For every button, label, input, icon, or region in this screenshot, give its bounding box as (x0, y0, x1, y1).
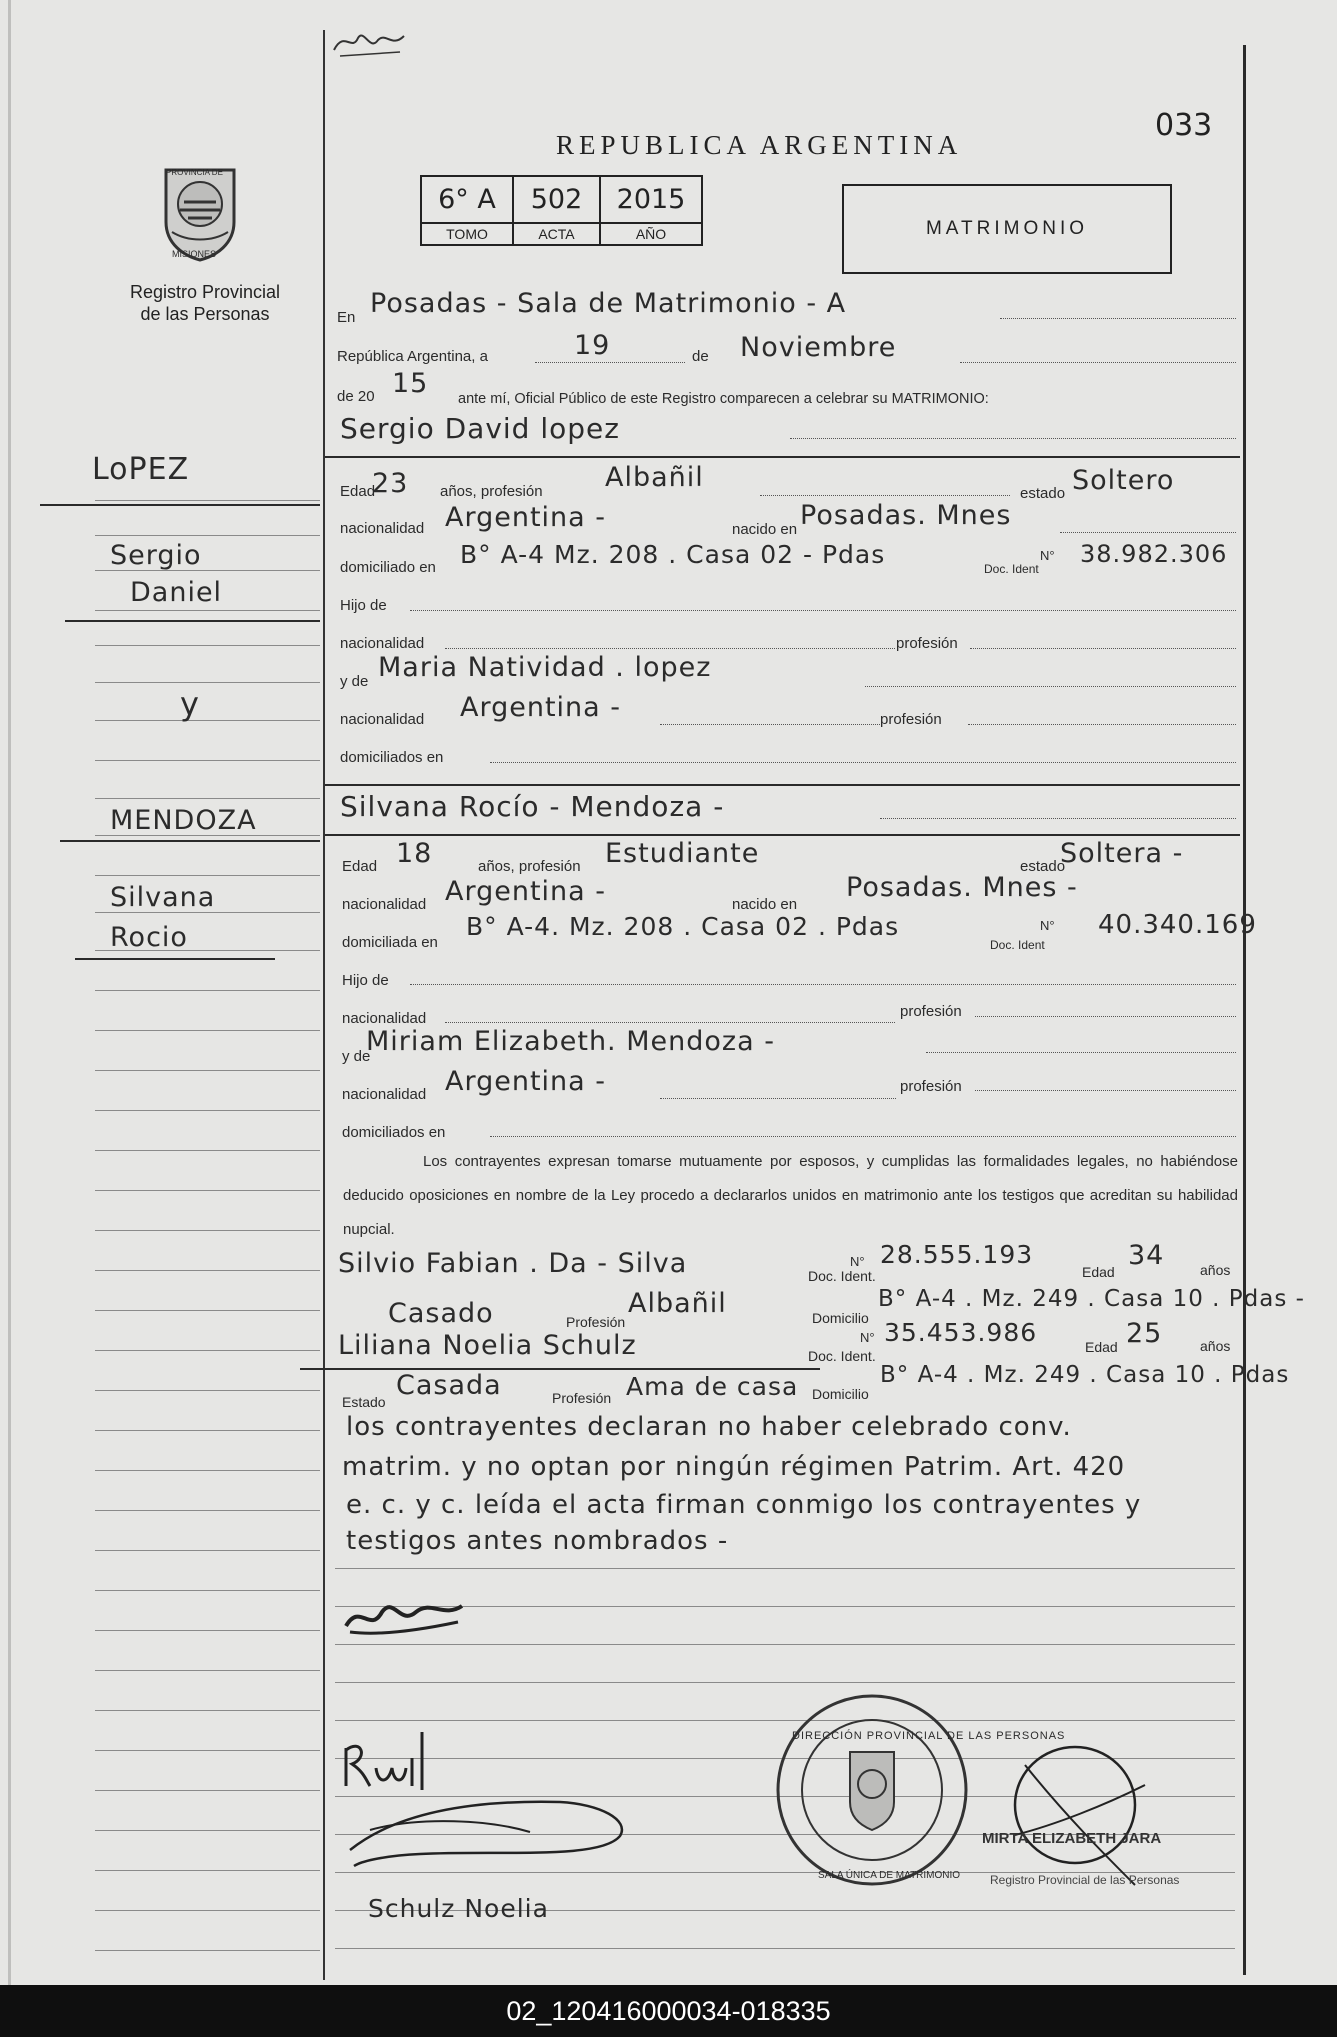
witness2-doc-n: N° (860, 1330, 875, 1345)
bride-nacido-label: nacido en (732, 896, 798, 913)
groom-nacido-label: nacido en (732, 521, 798, 538)
bride-madre-nac-label: nacionalidad (342, 1086, 427, 1103)
witness2-anios-label: años (1200, 1338, 1231, 1354)
official-seal-icon (772, 1690, 972, 1890)
folio-number: 033 (1155, 108, 1213, 143)
bride-domicilio-value: B° A-4. Mz. 208 . Casa 02 . Pdas (466, 912, 900, 941)
witness2-estado-value: Casada (396, 1370, 502, 1401)
registry-line-2: de las Personas (140, 304, 270, 324)
witness1-domicilio-label: Domicilio (812, 1310, 869, 1326)
margin-given-groom-2: Daniel (130, 577, 223, 608)
bride-padre-nac-label: nacionalidad (342, 1010, 427, 1027)
groom-doc-label: Doc. Ident (984, 562, 1039, 576)
appear-text: ante mí, Oficial Público de este Registro comparecen a celebrar su MATRIMONIO: (458, 391, 989, 407)
witness2-doc-value: 35.453.986 (884, 1318, 1038, 1347)
scan-footer-bar (0, 1985, 1337, 2037)
registry-name (110, 281, 300, 325)
page-edge (8, 0, 11, 1985)
witness2-domicilio-value: B° A-4 . Mz. 249 . Casa 10 . Pdas (880, 1362, 1290, 1388)
emblem-text-top: PROVINCIA DE (166, 168, 223, 177)
note-line-4: testigos antes nombrados - (346, 1526, 729, 1556)
margin-conjunction: y (180, 685, 200, 723)
registry-line-1: Registro Provincial (129, 282, 281, 302)
bride-doc-value: 40.340.169 (1098, 910, 1257, 940)
province-emblem-icon (158, 162, 242, 262)
margin-line (323, 30, 325, 1980)
bride-anios-profesion-label: años, profesión (478, 858, 581, 875)
groom-estado-value: Soltero (1072, 465, 1175, 496)
witness1-anios-label: años (1200, 1262, 1231, 1278)
year-prefix-label: de 20 (337, 388, 375, 405)
bride-full-name: Silvana Rocío - Mendoza - (340, 790, 725, 823)
anio-value: 2015 (600, 176, 702, 223)
bride-domiciliados-label: domiciliados en (342, 1124, 446, 1141)
bride-yde-label: y de (342, 1048, 371, 1065)
witness1-doc-label: Doc. Ident. (808, 1268, 876, 1284)
witness2-edad-value: 25 (1126, 1318, 1163, 1349)
bride-domicilio-label: domiciliada en (342, 934, 438, 951)
groom-edad-label: Edad (340, 483, 376, 500)
groom-padre-nac-label: nacionalidad (340, 635, 425, 652)
groom-padre-prof-label: profesión (896, 635, 958, 652)
witness2-name: Liliana Noelia Schulz (338, 1330, 637, 1361)
bride-edad-label: Edad (342, 858, 378, 875)
groom-doc-value: 38.982.306 (1080, 540, 1228, 568)
groom-full-name: Sergio David lopez (340, 412, 620, 445)
bride-doc-label: Doc. Ident (990, 938, 1045, 952)
note-line-2: matrim. y no optan por ningún régimen Patrim. Art. 420 (342, 1452, 1126, 1482)
bride-nacido-value: Posadas. Mnes - (846, 872, 1078, 903)
bride-estado-label: estado (1020, 858, 1066, 875)
witness1-profesion-label: Profesión (566, 1314, 626, 1330)
initials-signature (330, 22, 410, 62)
country-title: REPUBLICA ARGENTINA (556, 130, 963, 160)
officer-title: Registro Provincial de las Personas (990, 1873, 1180, 1887)
bride-madre-nac-value: Argentina - (445, 1066, 607, 1097)
groom-madre-nac-value: Argentina - (460, 692, 622, 723)
witness2-signature: Schulz Noelia (368, 1894, 549, 1923)
month-value: Noviembre (740, 332, 897, 363)
bride-madre-value: Miriam Elizabeth. Mendoza - (366, 1026, 775, 1057)
officer-name: MIRTA ELIZABETH JARA (982, 1830, 1162, 1847)
witness2-domicilio-label: Domicilio (812, 1386, 869, 1402)
right-border-line (1243, 45, 1246, 1975)
witness1-profesion-value: Albañil (628, 1288, 727, 1319)
groom-yde-label: y de (340, 673, 369, 690)
groom-signature (340, 1582, 470, 1642)
declaration-text: Los contrayentes expresan tomarse mutuamente por esposos, y cumplidas las formalidades legales, no habiéndose deducido oposiciones en nombre de la Ley procedo a declararlos unidos en matrimonio ante los testigos que acreditan su habilidad nupcial. (343, 1153, 1238, 1238)
place-value: Posadas - Sala de Matrimonio - A (370, 288, 847, 319)
bride-estado-value: Soltera - (1060, 838, 1184, 869)
margin-given-bride-1: Silvana (110, 882, 216, 913)
acta-label: ACTA (513, 223, 600, 245)
bride-hijo-label: Hijo de (342, 972, 389, 989)
acta-value: 502 (513, 176, 600, 223)
en-label: En (337, 309, 356, 326)
bride-nacionalidad-label: nacionalidad (342, 896, 427, 913)
bride-doc-n: N° (1040, 918, 1055, 933)
witness1-edad-value: 34 (1128, 1240, 1165, 1271)
republica-label: República Argentina, a (337, 348, 488, 365)
bride-profesion-value: Estudiante (605, 838, 760, 869)
groom-nacido-value: Posadas. Mnes (800, 500, 1012, 531)
seal-outer-text: DIRECCIÓN PROVINCIAL DE LAS PERSONAS (792, 1730, 1066, 1742)
day-value: 19 (574, 330, 611, 361)
tomo-acta-anio-box (420, 175, 703, 246)
bride-edad-value: 18 (396, 838, 433, 869)
groom-profesion-value: Albañil (605, 462, 704, 493)
tomo-label: TOMO (421, 223, 513, 245)
margin-surname-groom: LoPEZ (92, 452, 190, 487)
record-type-box (842, 184, 1172, 274)
witness1-name: Silvio Fabian . Da - Silva (338, 1248, 688, 1279)
witness2-doc-label: Doc. Ident. (808, 1348, 876, 1364)
note-line-1: los contrayentes declaran no haber celebrado conv. (346, 1412, 1072, 1442)
margin-given-bride-2: Rocio (110, 922, 188, 953)
groom-domicilio-value: B° A-4 Mz. 208 . Casa 02 - Pdas (460, 540, 886, 569)
record-type-label: MATRIMONIO (925, 218, 1089, 239)
scan-code: 02_120416000034-018335 (506, 1995, 831, 2026)
groom-madre-nac-label: nacionalidad (340, 711, 425, 728)
witness2-profesion-value: Ama de casa (626, 1372, 799, 1401)
groom-madre-value: Maria Natividad . lopez (378, 652, 712, 683)
note-line-3: e. c. y c. leída el acta firman conmigo los contrayentes y (346, 1490, 1142, 1520)
anio-label: AÑO (600, 223, 702, 245)
witness2-edad-label: Edad (1085, 1339, 1118, 1355)
witness1-doc-n: N° (850, 1254, 865, 1269)
witness1-edad-label: Edad (1082, 1264, 1115, 1280)
witness1-domicilio-value: B° A-4 . Mz. 249 . Casa 10 . Pdas - (878, 1286, 1305, 1312)
witness1-estado-value: Casado (388, 1298, 494, 1329)
groom-estado-label: estado (1020, 485, 1066, 502)
emblem-text-bottom: MISIONES (172, 249, 217, 259)
groom-hijo-label: Hijo de (340, 597, 387, 614)
seal-inner-text: SALA ÚNICA DE MATRIMONIO (818, 1870, 961, 1881)
witness2-estado-label: Estado (342, 1394, 386, 1410)
groom-doc-n: N° (1040, 548, 1055, 563)
groom-anios-profesion-label: años, profesión (440, 483, 543, 500)
declaration-paragraph (343, 1145, 1238, 1247)
bride-nacionalidad-value: Argentina - (445, 876, 607, 907)
bride-madre-prof-label: profesión (900, 1078, 962, 1095)
groom-edad-value: 23 (372, 468, 409, 499)
groom-domiciliados-label: domiciliados en (340, 749, 444, 766)
witness2-profesion-label: Profesión (552, 1390, 612, 1406)
margin-given-groom-1: Sergio (110, 540, 202, 571)
witness1-signature (340, 1780, 650, 1870)
bride-padre-prof-label: profesión (900, 1003, 962, 1020)
groom-nacionalidad-value: Argentina - (445, 502, 607, 533)
tomo-value: 6° A (421, 176, 513, 223)
groom-nacionalidad-label: nacionalidad (340, 520, 425, 537)
groom-domicilio-label: domiciliado en (340, 559, 436, 576)
month-de-label: de (692, 348, 709, 365)
groom-madre-prof-label: profesión (880, 711, 942, 728)
margin-surname-bride: MENDOZA (110, 805, 257, 836)
witness1-doc-value: 28.555.193 (880, 1240, 1034, 1269)
year-suffix-value: 15 (392, 368, 429, 399)
